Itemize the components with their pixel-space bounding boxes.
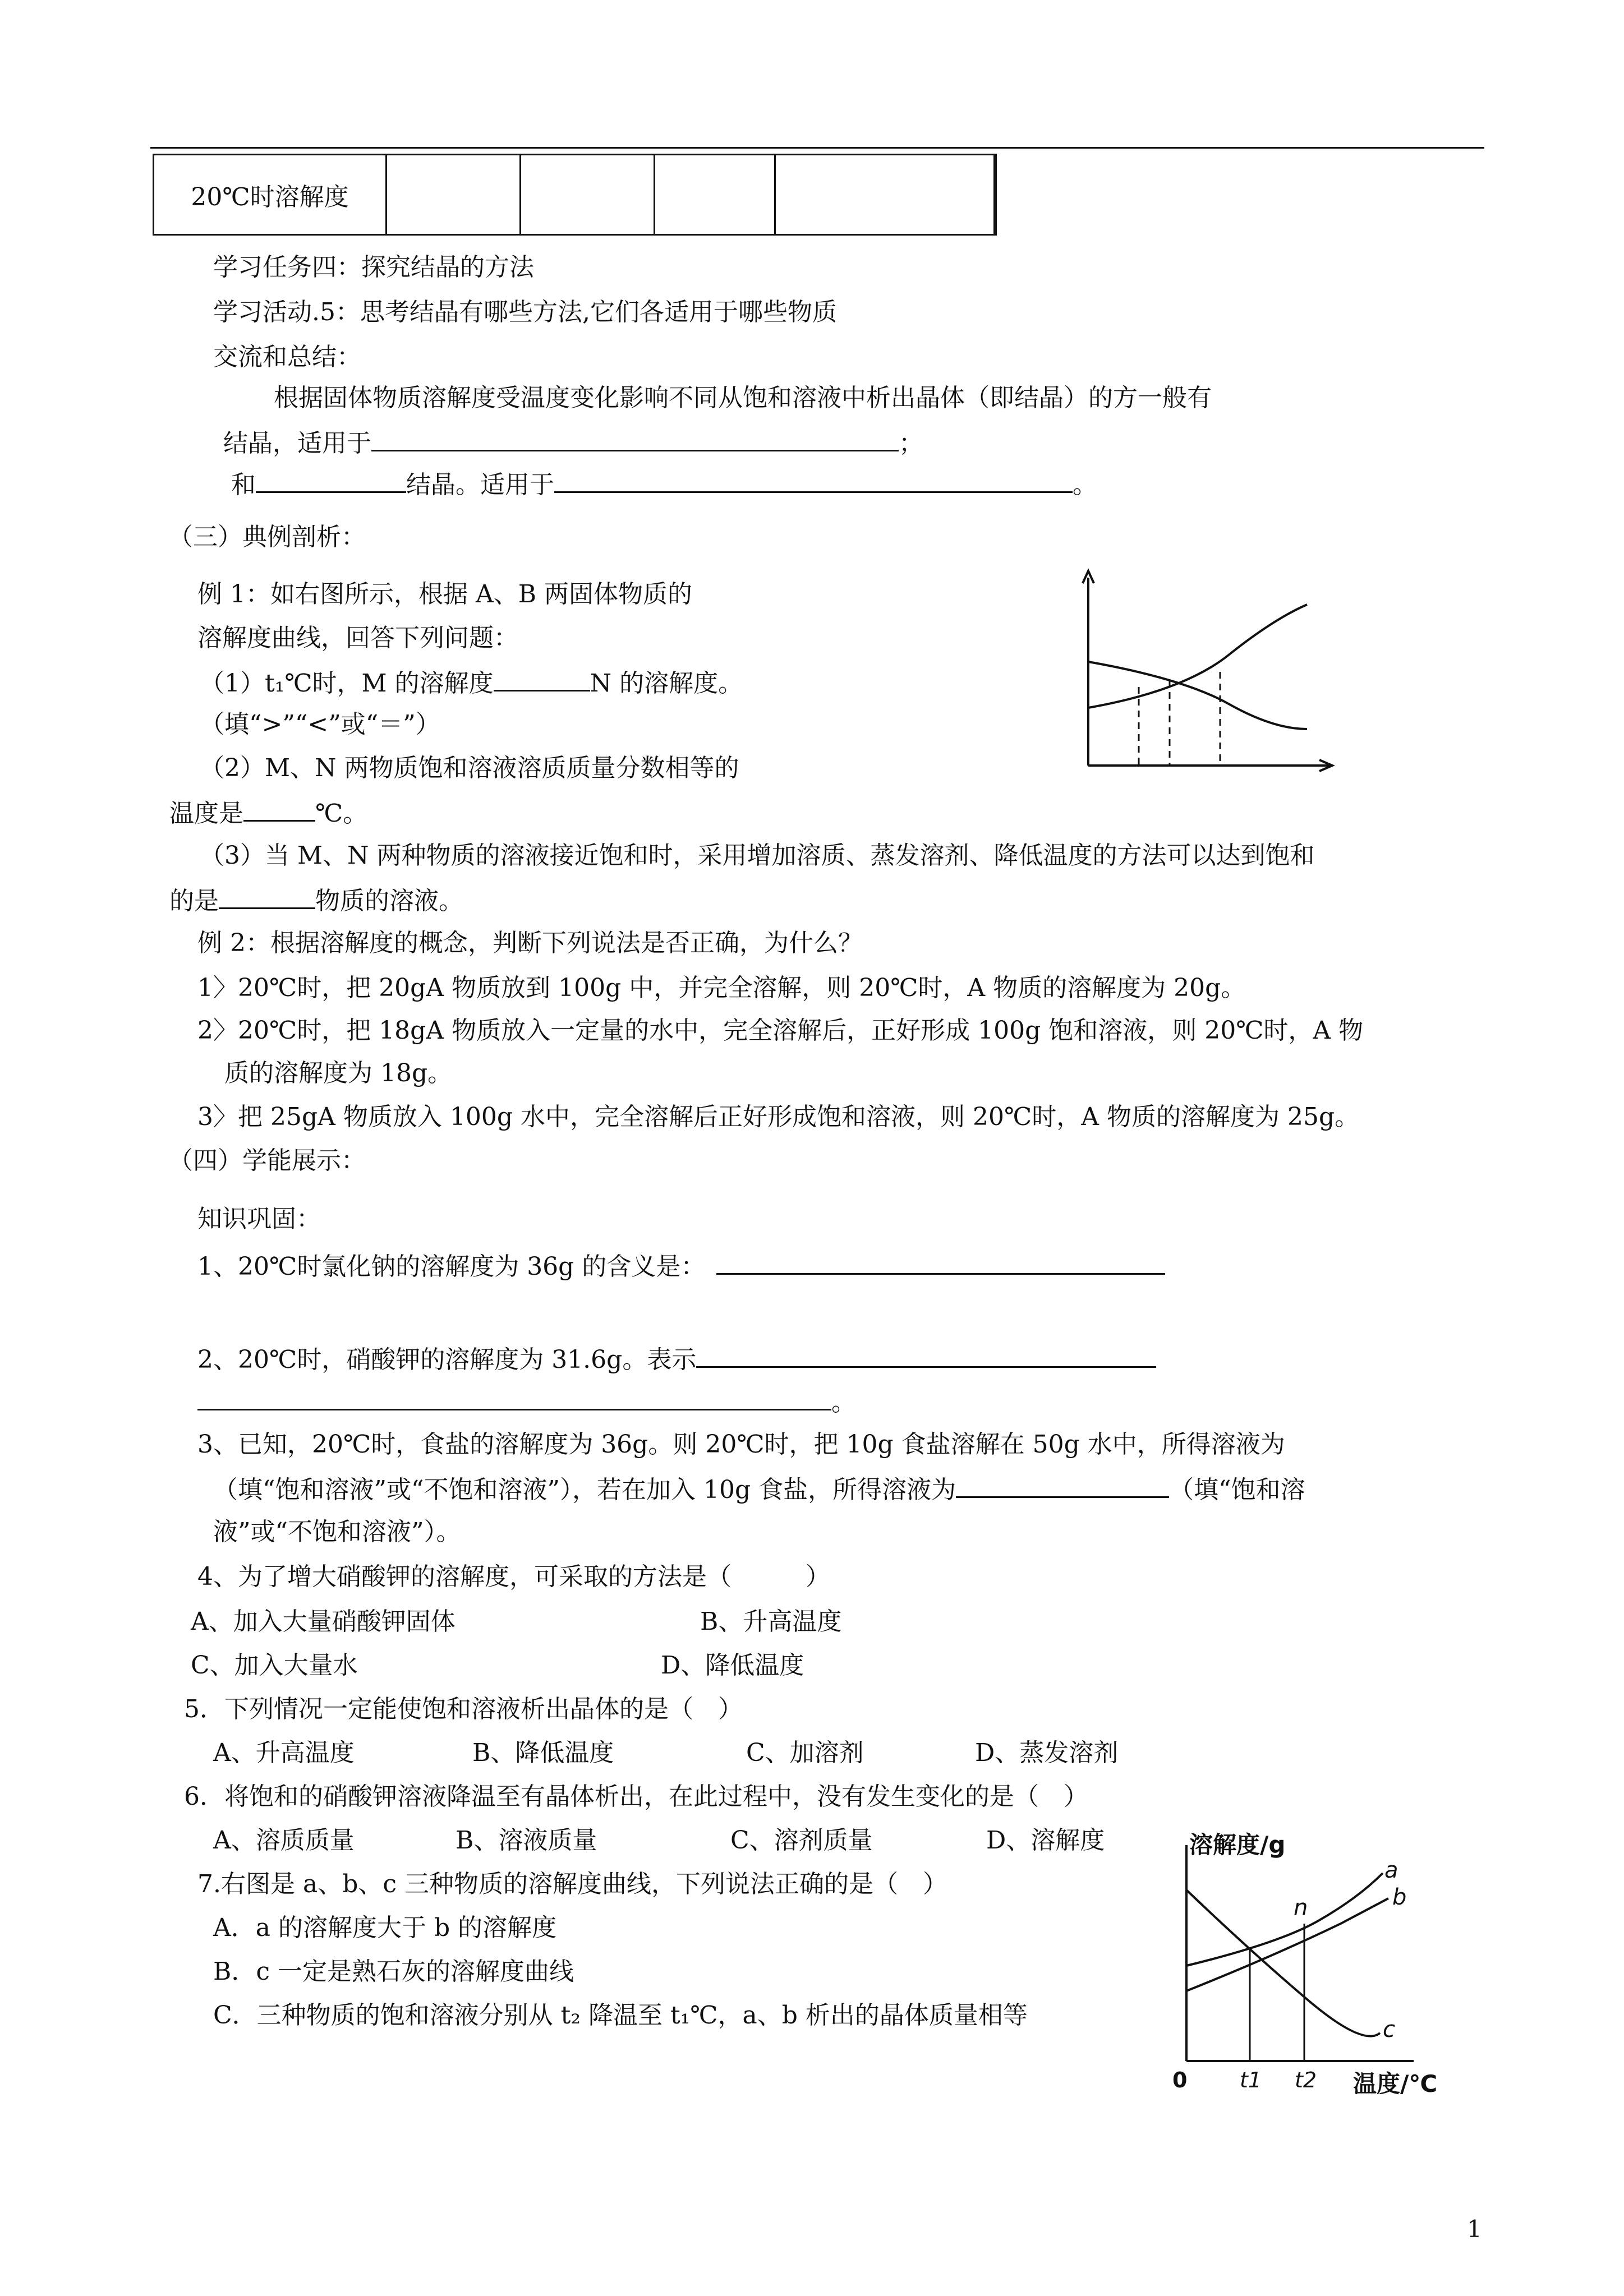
summary-line3-mid: 结晶。适用于: [406, 471, 554, 499]
q3: 3、已知，20℃时，食盐的溶解度为 36g。则 20℃时，把 10g 食盐溶解在 50g 水中，所得溶液为: [197, 1430, 1285, 1459]
fig2-origin: 0: [1172, 2068, 1188, 2092]
table-row: [154, 155, 996, 235]
answer-blank[interactable]: [956, 1472, 1169, 1498]
q6-option-b: B、溶液质量: [456, 1826, 597, 1855]
summary-line2-end: ；: [899, 429, 923, 458]
answer-blank[interactable]: [494, 665, 590, 691]
fig2-label-b: b: [1392, 1884, 1407, 1910]
q4-option-c: C、加入大量水: [191, 1651, 358, 1680]
section4-title: （四）学能展示：: [168, 1146, 366, 1175]
summary-line2: [223, 425, 923, 460]
q2: [197, 1341, 1156, 1377]
curve-m: [1088, 605, 1307, 708]
table-cell: [521, 155, 655, 235]
q6-option-a: A、溶质质量: [213, 1826, 355, 1855]
summary-line3-text: 和: [231, 471, 256, 499]
page-number: 1: [1467, 2215, 1482, 2243]
q7: 7.右图是 a、b、c 三种物质的溶解度曲线，下列说法正确的是（ ）: [197, 1870, 947, 1898]
q6-option-c: C、溶剂质量: [730, 1826, 873, 1855]
ex1-q3-end: 物质的溶液。: [315, 887, 463, 915]
table-row-label: 20℃时溶解度: [154, 155, 387, 235]
q7-option-c: C．三种物质的饱和溶液分别从 t₂ 降温至 t₁℃，a、b 析出的晶体质量相等: [213, 2001, 1028, 2030]
fig2-label-a: a: [1384, 1857, 1398, 1883]
q5: 5．下列情况一定能使饱和溶液析出晶体的是（ ）: [184, 1695, 743, 1723]
q1: [197, 1248, 1165, 1284]
q2-text: 2、20℃时，硝酸钾的溶解度为 31.6g。表示: [197, 1345, 697, 1374]
q3-text-2: （填“饱和溶: [1169, 1476, 1305, 1504]
summary-line3-end: 。: [1073, 471, 1097, 499]
q3-text: （填“饱和溶液”或“不饱和溶液”），若在加入 10g 食盐，所得溶液为: [213, 1476, 956, 1504]
q5-option-a: A、升高温度: [213, 1739, 355, 1767]
q5-option-c: C、加溶剂: [746, 1739, 864, 1767]
knowledge-label: 知识巩固：: [197, 1205, 321, 1233]
activity5: 学习活动.5：思考结晶有哪些方法,它们各适用于哪些物质: [213, 298, 837, 326]
q4-option-d: D、降低温度: [661, 1651, 804, 1680]
q3-line3: 液”或“不饱和溶液”）。: [213, 1518, 461, 1546]
fig2-tick-t1: t1: [1240, 2068, 1262, 2092]
table-cell: [655, 155, 775, 235]
ex1-q1-text: （1）t₁℃时，M 的溶解度: [200, 669, 494, 698]
q2-line2: [197, 1384, 856, 1419]
task4-title: 学习任务四：探究结晶的方法: [213, 253, 534, 282]
q6: 6．将饱和的硝酸钾溶液降温至有晶体析出，在此过程中，没有发生变化的是（ ）: [184, 1782, 1088, 1811]
q4-option-a: A、加入大量硝酸钾固体: [191, 1607, 456, 1636]
ex1-q1: [200, 665, 743, 700]
q5-option-d: D、蒸发溶剂: [975, 1739, 1119, 1767]
ex1-q2-line2: [169, 795, 367, 831]
q4-option-b: B、升高温度: [700, 1607, 842, 1636]
curve-c: [1186, 1890, 1380, 2036]
fig2-tick-t2: t2: [1295, 2068, 1317, 2092]
section3-title: （三）典例剖析：: [168, 523, 366, 551]
ex1-q2: （2）M、N 两物质饱和溶液溶质质量分数相等的: [200, 754, 739, 782]
q5-option-b: B、降低温度: [472, 1739, 614, 1767]
table-cell: [775, 155, 996, 235]
solubility-figure-1: [1060, 561, 1419, 824]
ex1-q3-line2: [169, 883, 463, 918]
top-rule: [150, 147, 1484, 149]
q7-option-b: B．c 一定是熟石灰的溶解度曲线: [213, 1957, 574, 1986]
ex2-s1: 1〉20℃时，把 20gA 物质放到 100g 中，并完全溶解，则 20℃时，A 物质的溶解度为 20g。: [197, 974, 1246, 1002]
ex2-title: 例 2：根据溶解度的概念，判断下列说法是否正确，为什么？: [197, 929, 863, 957]
ex1-q2-end: ℃。: [315, 799, 368, 828]
fig2-ylabel: 溶解度/g: [1189, 1831, 1286, 1859]
q7-option-a: A．a 的溶解度大于 b 的溶解度: [213, 1914, 557, 1942]
ex1-q1-hint: （填“>”“<”或“＝”）: [200, 710, 440, 739]
answer-blank[interactable]: [219, 883, 315, 909]
ex1-q3-text: 的是: [169, 887, 219, 915]
ex1-line2: 溶解度曲线，回答下列问题：: [197, 624, 518, 652]
answer-blank[interactable]: [696, 1341, 1156, 1368]
curve-a: [1186, 1873, 1383, 1966]
summary-line2-text: 结晶，适用于: [223, 429, 371, 458]
summary-line1: 根据固体物质溶解度受温度变化影响不同从饱和溶液中析出晶体（即结晶）的方一般有: [274, 384, 1212, 412]
ex1-q3: （3）当 M、N 两种物质的溶液接近饱和时，采用增加溶质、蒸发溶剂、降低温度的方法可以达到饱和: [200, 841, 1315, 870]
ex2-s3: 3〉把 25gA 物质放入 100g 水中，完全溶解后正好形成饱和溶液，则 20℃时，A 物质的溶解度为 25g。: [197, 1103, 1360, 1131]
fig2-xlabel: 温度/℃: [1353, 2070, 1438, 2097]
ex1-q2-text: 温度是: [169, 799, 243, 828]
table-cell: [387, 155, 521, 235]
solubility-figure-2: [1161, 1828, 1475, 2109]
q6-option-d: D、溶解度: [986, 1826, 1105, 1855]
answer-blank[interactable]: [554, 467, 1073, 493]
summary-label: 交流和总结：: [213, 343, 361, 371]
solubility-table: [153, 154, 997, 236]
q1-text: 1、20℃时氯化钠的溶解度为 36g 的含义是：: [197, 1252, 706, 1281]
ex2-s2-line2: 质的溶解度为 18g。: [224, 1059, 453, 1087]
ex2-s2: 2〉20℃时，把 18gA 物质放入一定量的水中，完全溶解后，正好形成 100g 饱和溶液，则 20℃时，A 物: [197, 1016, 1364, 1045]
curve-n: [1088, 662, 1307, 729]
answer-blank[interactable]: [371, 425, 899, 451]
q4: 4、为了增大硝酸钾的溶解度，可采取的方法是（ ）: [197, 1562, 830, 1591]
fig2-label-n: n: [1294, 1895, 1308, 1921]
answer-blank[interactable]: [716, 1248, 1165, 1275]
answer-blank[interactable]: [197, 1384, 831, 1410]
q2-end: 。: [831, 1388, 856, 1417]
ex1-q1-end: N 的溶解度。: [590, 669, 743, 698]
ex1-line1: 例 1：如右图所示，根据 A、B 两固体物质的: [197, 580, 693, 608]
curve-b: [1186, 1898, 1388, 1991]
answer-blank[interactable]: [256, 467, 406, 493]
q3-line2: [213, 1472, 1305, 1507]
fig2-label-c: c: [1383, 2017, 1395, 2043]
answer-blank[interactable]: [243, 795, 315, 822]
summary-line3: [231, 467, 1097, 502]
